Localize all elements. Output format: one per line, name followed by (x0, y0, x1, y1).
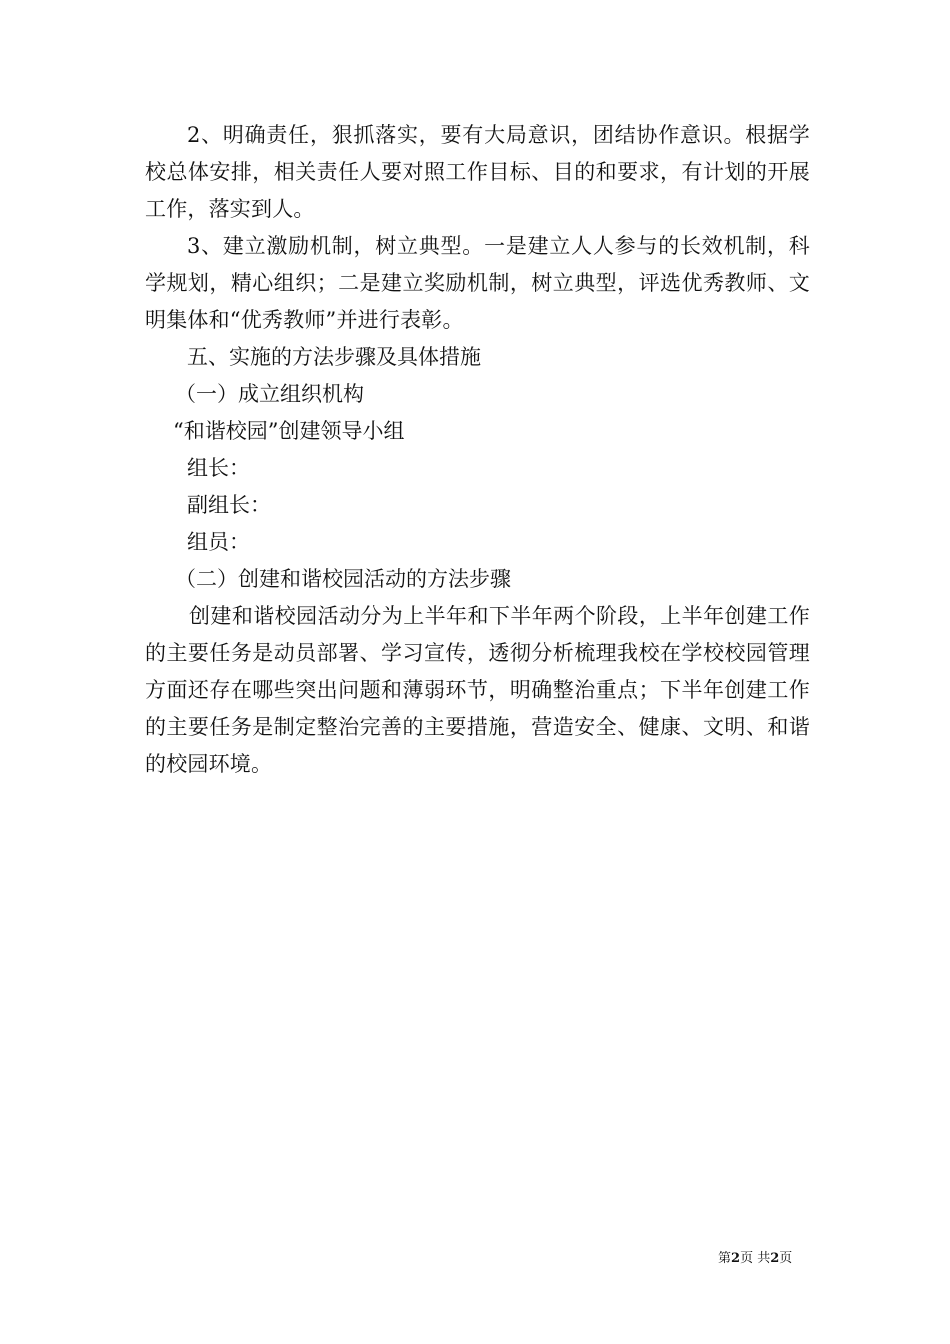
footer-middle: 页 共 (740, 1251, 771, 1266)
subsection-two-heading: （二）创建和谐校园活动的方法步骤 (175, 567, 511, 591)
member-label: 组员： (187, 530, 250, 554)
document-body (145, 117, 810, 783)
footer-prefix: 第 (718, 1251, 732, 1266)
paragraph-responsibility: 2、明确责任，狠抓落实，要有大局意识，团结协作意识。根据学校总体安排，相关责任人要对照工作目标、目的和要求，有计划的开展工作，落实到人。 (145, 123, 810, 221)
page-footer (718, 1247, 792, 1266)
section-five-heading: 五、实施的方法步骤及具体措施 (187, 345, 481, 369)
vice-leader-label: 副组长： (187, 493, 271, 517)
paragraph-incentive: 3、建立激励机制，树立典型。一是建立人人参与的长效机制，科学规划，精心组织；二是建立奖励机制，树立典型，评选优秀教师、文明集体和“优秀教师”并进行表彰。 (145, 234, 810, 332)
paragraph-method-steps: 创建和谐校园活动分为上半年和下半年两个阶段，上半年创建工作的主要任务是动员部署、学习宣传，透彻分析梳理我校在学校校园管理方面还存在哪些突出问题和薄弱环节，明确整治重点；下半年创建工作的主要任务是制定整治完善的主要措施，营造安全、健康、文明、和谐的校园环境。 (145, 604, 810, 776)
footer-suffix: 页 (779, 1251, 793, 1266)
leader-label: 组长： (187, 456, 250, 480)
footer-page-number: 2 (731, 1251, 741, 1266)
subsection-one-heading: （一）成立组织机构 (175, 382, 364, 406)
leadership-group-title: “和谐校园”创建领导小组 (173, 419, 405, 443)
footer-total-pages: 2 (770, 1251, 780, 1266)
